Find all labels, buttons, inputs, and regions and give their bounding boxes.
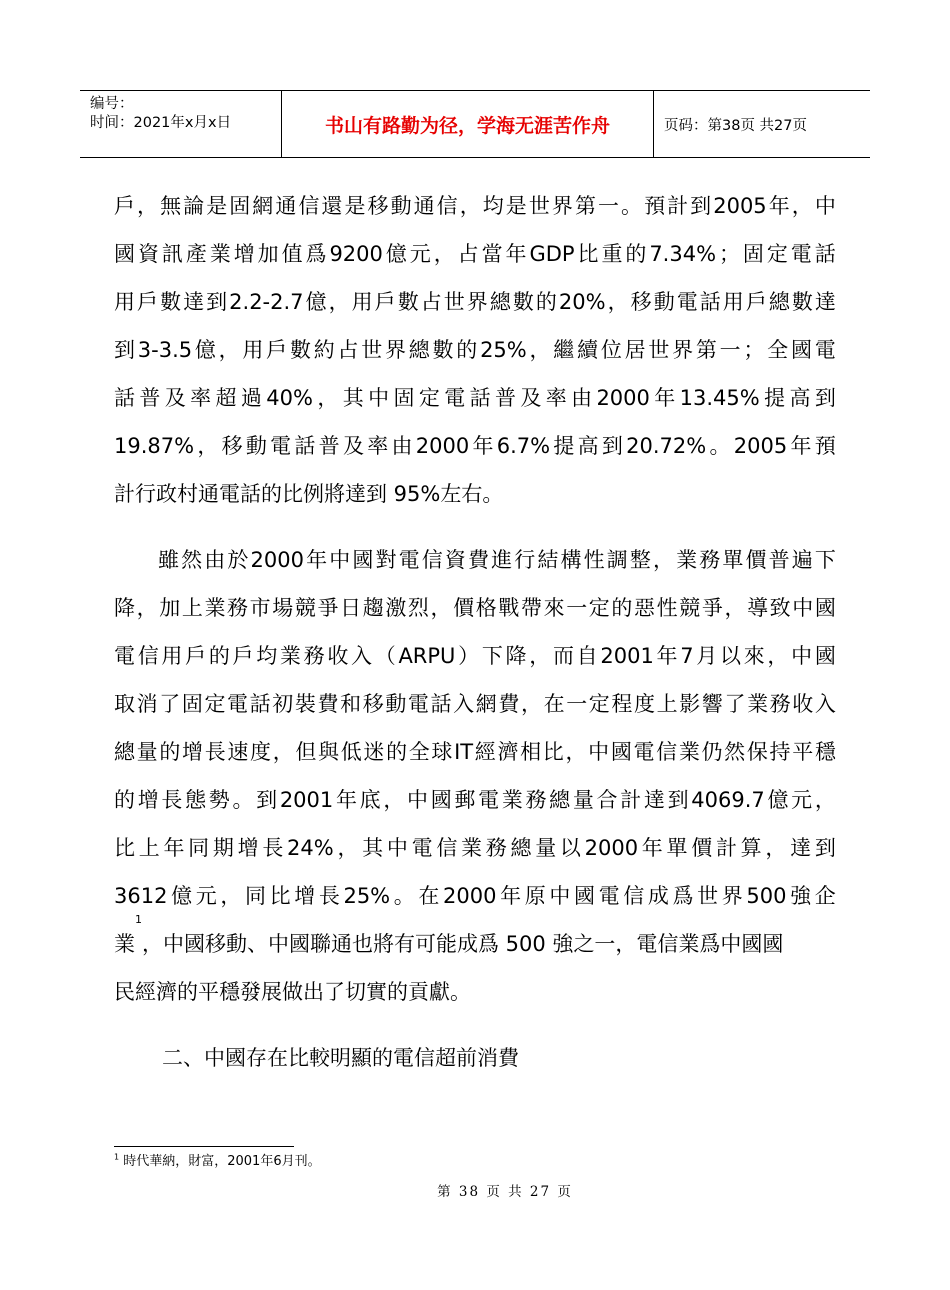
footnote-separator bbox=[114, 1146, 294, 1147]
paragraph-2-line-7: 比 上 年 同 期 增 長 24% ， 其 中 電 信 業 務 總 量 以 2000 年 單 價 計 算 ， 達 到 bbox=[114, 836, 836, 860]
paragraph-1-line-3: 用 戶 數 達 到 2.2-2.7 億 ， 用 戶 數 占 世 界 總 數 的 20% ， 移 動 電 話 用 戶 總 數 達 bbox=[114, 290, 836, 314]
paragraph-1-line-5: 話 普 及 率 超 過 40% ， 其 中 固 定 電 話 普 及 率 由 2000 年 13.45% 提 高 到 bbox=[114, 386, 836, 410]
paragraph-2-line-2: 降 ， 加 上 業 務 市 場 競 爭 日 趨 激 烈 ， 價 格 戰 帶 來 一 定 的 惡 性 競 爭 ， 導 致 中 國 bbox=[114, 596, 836, 620]
header-page-code: 页码：第38页 共27页 bbox=[664, 117, 808, 134]
page-footer: 第 38 页 共 27 页 bbox=[437, 1184, 573, 1200]
paragraph-2-line-6: 的 增 長 態 勢 。 到 2001 年 底 ， 中 國 郵 電 業 務 總 量 合 計 達 到 4069.7 億 元 ， bbox=[114, 788, 836, 812]
paragraph-2-line-8: 3612 億 元 ， 同 比 增 長 25% 。 在 2000 年 原 中 國 電 信 成 爲 世 界 500 強 企 bbox=[114, 884, 836, 908]
footnote-marker: 1 bbox=[114, 1152, 120, 1162]
paragraph-1-line-2: 國 資 訊 產 業 增 加 值 爲 9200 億 元 ， 占 當 年 GDP 比 重 的 7.34% ； 固 定 電 話 bbox=[114, 242, 836, 266]
paragraph-2-line-9-rest: ，中國移動、中國聯通也將有可能成爲 500 強之一，電信業爲中國國 bbox=[142, 932, 784, 956]
paragraph-1-line-1: 戶 ， 無 論 是 固 網 通 信 還 是 移 動 通 信 ， 均 是 世 界 第 一 。 預 計 到 2005 年 ， 中 bbox=[114, 194, 836, 218]
footnote bbox=[114, 1152, 321, 1172]
header-number-label: 编号： bbox=[90, 96, 134, 112]
paragraph-2-line-9-start: 業 bbox=[114, 932, 135, 956]
paragraph-2-line-5: 總 量 的 增 長 速 度 ， 但 與 低 迷 的 全 球 IT 經 濟 相 比 ， 中 國 電 信 業 仍 然 保 持 平 穩 bbox=[114, 740, 836, 764]
header-info bbox=[80, 91, 281, 157]
header-time-label: 时间：2021年x月x日 bbox=[90, 115, 232, 131]
paragraph-2-line-4: 取 消 了 固 定 電 話 初 裝 費 和 移 動 電 話 入 網 費 ， 在 一 定 程 度 上 影 響 了 業 務 收 入 bbox=[114, 692, 836, 716]
paragraph-2-line-10: 民經濟的平穩發展做出了切實的貢獻。 bbox=[114, 980, 471, 1004]
paragraph-2-line-1: 雖 然 由 於 2000 年 中 國 對 電 信 資 費 進 行 結 構 性 調 整 ， 業 務 單 價 普 遍 下 bbox=[158, 548, 836, 572]
paragraph-1-line-7: 計行政村通電話的比例將達到 95%左右。 bbox=[114, 482, 504, 506]
paragraph-2-line-3: 電 信 用 戶 的 戶 均 業 務 收 入 （ ARPU ） 下 降 ， 而 自 2001 年 7 月 以 來 ， 中 國 bbox=[114, 644, 836, 668]
footnote-text: 時代華納，財富，2001年6月刊。 bbox=[123, 1154, 321, 1169]
header-motto: 书山有路勤为径，学海无涯苦作舟 bbox=[281, 91, 654, 157]
paragraph-1-line-4: 到 3-3.5 億 ， 用 戶 數 約 占 世 界 總 數 的 25% ， 繼 續 位 居 世 界 第 一 ； 全 國 電 bbox=[114, 338, 836, 362]
paragraph-1-line-6: 19.87% ， 移 動 電 話 普 及 率 由 2000 年 6.7% 提 高 到 20.72% 。 2005 年 預 bbox=[114, 434, 836, 458]
page-header bbox=[80, 90, 870, 158]
section-heading: 二、中國存在比較明顯的電信超前消費 bbox=[162, 1046, 519, 1070]
footnote-reference[interactable]: 1 bbox=[135, 913, 142, 926]
paragraph-2-line-9 bbox=[114, 913, 836, 968]
